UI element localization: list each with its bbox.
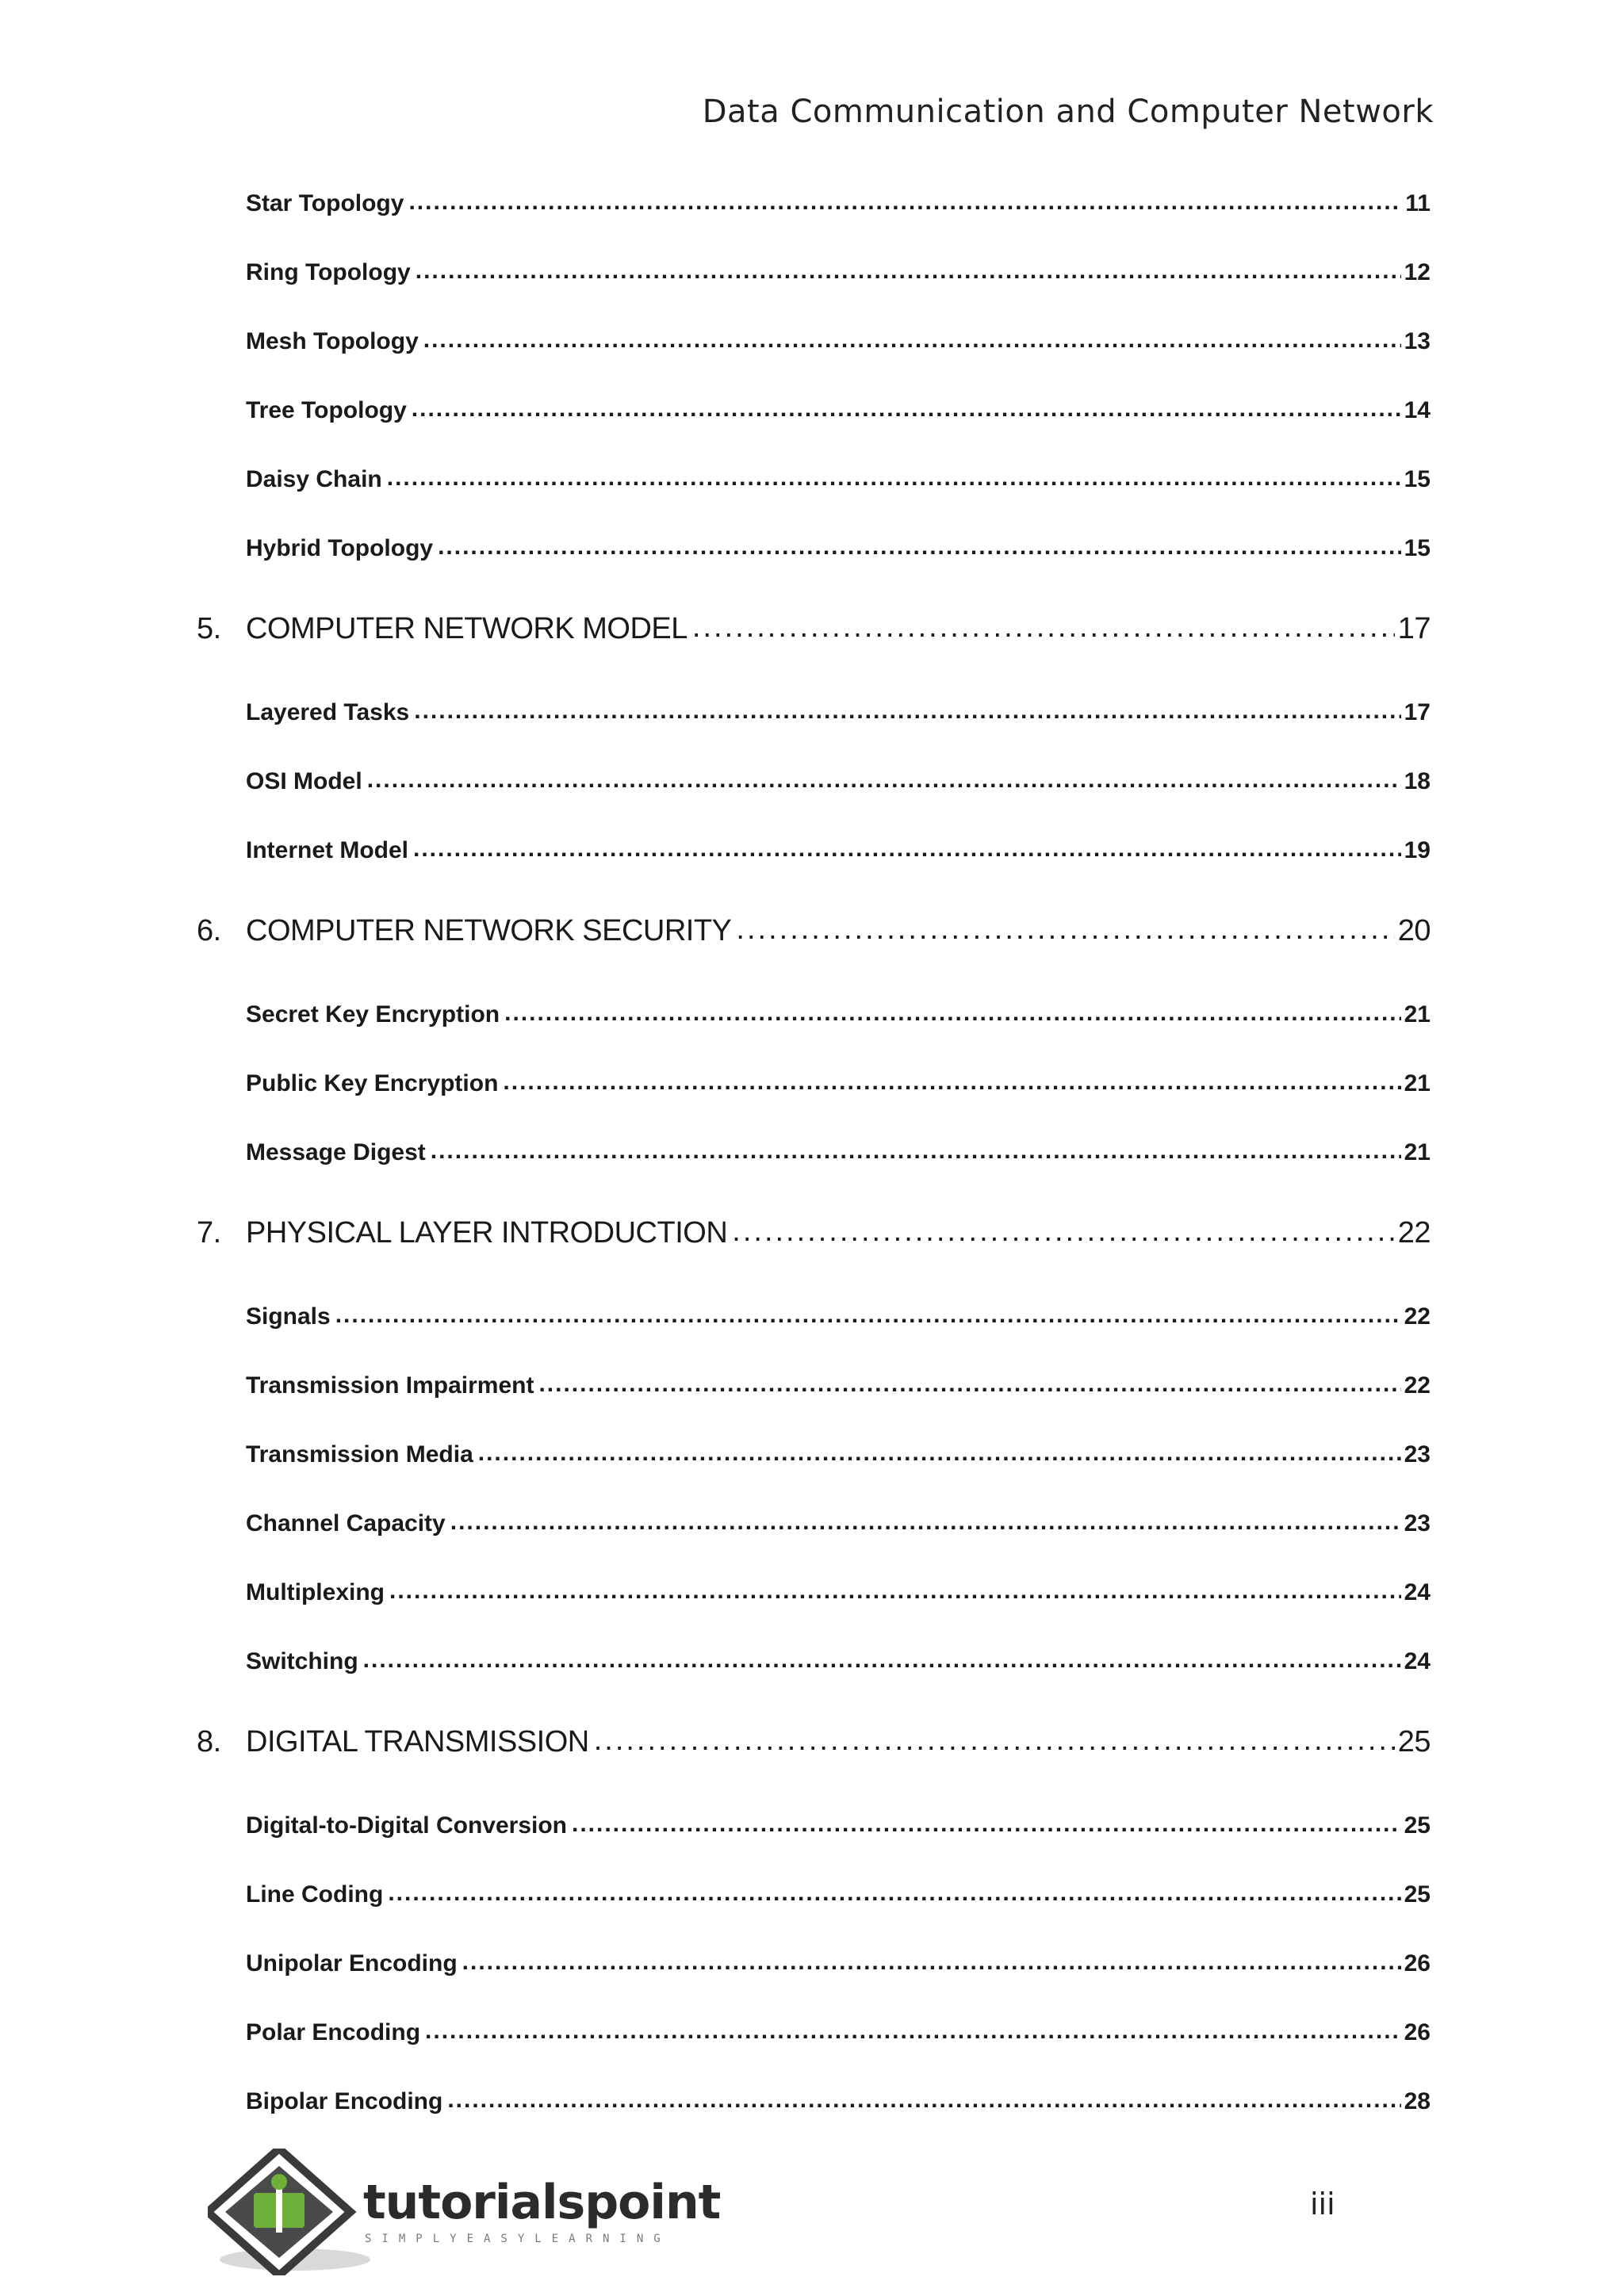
toc-dot-leader xyxy=(572,1811,1401,1838)
toc-entry[interactable] xyxy=(246,768,1431,837)
toc-entry-title: Bipolar Encoding xyxy=(246,2088,443,2114)
toc-dot-leader xyxy=(538,1371,1400,1398)
toc-page-number: 22 xyxy=(1404,1303,1431,1330)
toc-page-number: 14 xyxy=(1404,397,1431,423)
toc-entry[interactable] xyxy=(246,1001,1431,1070)
toc-page-number: 12 xyxy=(1404,259,1431,285)
toc-page-number: 13 xyxy=(1404,328,1431,354)
toc-page-number: 18 xyxy=(1404,768,1431,794)
toc-entry-title: Polar Encoding xyxy=(246,2019,421,2045)
toc-page-number: 26 xyxy=(1404,1950,1431,1976)
toc-entry-title: Channel Capacity xyxy=(246,1510,446,1536)
toc-page-number: 28 xyxy=(1404,2088,1431,2114)
toc-entry-title: Tree Topology xyxy=(246,397,407,423)
toc-entry-title: Unipolar Encoding xyxy=(246,1950,458,1976)
toc-dot-leader xyxy=(504,1000,1401,1027)
toc-dot-leader xyxy=(503,1069,1400,1096)
toc-dot-leader xyxy=(414,698,1400,725)
toc-dot-leader xyxy=(736,913,1394,947)
toc-entry[interactable] xyxy=(246,1579,1431,1648)
toc-page-number: 17 xyxy=(1404,699,1431,725)
toc-page-number: 19 xyxy=(1404,837,1431,863)
toc-entry[interactable] xyxy=(246,1441,1431,1510)
logo-wordmark: tutorialspoint xyxy=(363,2175,721,2230)
toc-entry[interactable] xyxy=(246,699,1431,768)
toc-page-number: 23 xyxy=(1404,1441,1431,1468)
toc-dot-leader xyxy=(594,1724,1395,1758)
toc-dot-leader xyxy=(416,258,1401,285)
toc-dot-leader xyxy=(438,534,1401,561)
toc-page-number: 22 xyxy=(1404,1372,1431,1399)
toc-entry[interactable] xyxy=(246,1510,1431,1579)
toc-dot-leader xyxy=(462,1949,1401,1976)
toc-entry[interactable] xyxy=(246,397,1431,466)
toc-entry-title: Public Key Encryption xyxy=(246,1070,499,1096)
toc-entry-title: Transmission Media xyxy=(246,1441,473,1468)
toc-entry-title: Secret Key Encryption xyxy=(246,1001,500,1027)
toc-page-number: 21 xyxy=(1404,1139,1431,1165)
toc-entry-title: Ring Topology xyxy=(246,259,411,285)
toc-page-number: 25 xyxy=(1397,1725,1431,1758)
tutorialspoint-logo xyxy=(208,2149,723,2275)
toc-dot-leader xyxy=(692,610,1395,645)
toc-page-number: 15 xyxy=(1404,466,1431,492)
toc-dot-leader xyxy=(423,327,1401,354)
toc-dot-leader xyxy=(388,1880,1400,1907)
toc-entry-title: OSI Model xyxy=(246,768,362,794)
toc-dot-leader xyxy=(431,1138,1401,1165)
toc-page-number: 21 xyxy=(1404,1070,1431,1096)
toc-page-number: 22 xyxy=(1397,1216,1431,1249)
toc-page-number: 26 xyxy=(1404,2019,1431,2045)
toc-chapter-entry[interactable] xyxy=(197,1208,1431,1303)
table-of-contents xyxy=(197,190,1431,2157)
toc-entry-title: Internet Model xyxy=(246,837,409,863)
toc-chapter-title: DIGITAL TRANSMISSION xyxy=(246,1725,589,1758)
toc-entry-title: Line Coding xyxy=(246,1881,384,1908)
toc-entry[interactable] xyxy=(246,2019,1431,2088)
toc-dot-leader xyxy=(389,1578,1401,1605)
toc-entry[interactable] xyxy=(246,466,1431,535)
toc-entry[interactable] xyxy=(246,1303,1431,1372)
toc-dot-leader xyxy=(408,189,1402,216)
toc-entry-title: Multiplexing xyxy=(246,1579,385,1605)
toc-chapter-number: 5. xyxy=(197,612,221,645)
toc-entry[interactable] xyxy=(246,259,1431,328)
toc-chapter-title: COMPUTER NETWORK MODEL xyxy=(246,612,688,645)
toc-chapter-entry[interactable] xyxy=(197,604,1431,699)
toc-page-number: 15 xyxy=(1404,535,1431,561)
toc-entry-title: Transmission Impairment xyxy=(246,1372,534,1399)
toc-dot-leader xyxy=(447,2087,1400,2114)
toc-entry-title: Digital-to-Digital Conversion xyxy=(246,1812,567,1839)
toc-entry-title: Mesh Topology xyxy=(246,328,419,354)
page-header-title: Data Communication and Computer Network xyxy=(702,94,1434,130)
toc-dot-leader xyxy=(413,836,1401,863)
toc-dot-leader xyxy=(425,2018,1401,2045)
toc-entry[interactable] xyxy=(246,837,1431,906)
toc-page-number: 21 xyxy=(1404,1001,1431,1027)
toc-page-number: 23 xyxy=(1404,1510,1431,1536)
toc-page-number: 20 xyxy=(1397,914,1431,947)
toc-entry[interactable] xyxy=(246,1950,1431,2019)
toc-entry[interactable] xyxy=(246,1812,1431,1881)
toc-page-number: 25 xyxy=(1404,1881,1431,1908)
toc-entry-title: Signals xyxy=(246,1303,331,1330)
page-number: iii xyxy=(1310,2187,1335,2221)
toc-page-number: 17 xyxy=(1397,612,1431,645)
toc-dot-leader xyxy=(387,465,1401,492)
toc-entry[interactable] xyxy=(246,1070,1431,1139)
toc-entry[interactable] xyxy=(246,1881,1431,1950)
logo-figure-head xyxy=(271,2174,287,2190)
toc-entry[interactable] xyxy=(246,190,1431,259)
toc-dot-leader xyxy=(478,1440,1401,1467)
toc-page-number: 24 xyxy=(1404,1579,1431,1605)
toc-entry[interactable] xyxy=(246,1372,1431,1441)
toc-entry[interactable] xyxy=(246,1648,1431,1717)
toc-entry[interactable] xyxy=(246,1139,1431,1208)
logo-book-spine xyxy=(276,2188,282,2233)
toc-entry-title: Layered Tasks xyxy=(246,699,410,725)
toc-entry[interactable] xyxy=(246,2088,1431,2157)
toc-dot-leader xyxy=(367,767,1401,794)
toc-entry-title: Message Digest xyxy=(246,1139,426,1165)
toc-dot-leader xyxy=(335,1302,1401,1329)
toc-chapter-number: 6. xyxy=(197,914,221,947)
toc-chapter-number: 8. xyxy=(197,1725,221,1758)
toc-entry-title: Daisy Chain xyxy=(246,466,382,492)
toc-dot-leader xyxy=(732,1215,1394,1249)
toc-entry-title: Hybrid Topology xyxy=(246,535,434,561)
toc-chapter-entry[interactable] xyxy=(197,1717,1431,1812)
toc-entry-title: Switching xyxy=(246,1648,358,1674)
toc-page-number: 25 xyxy=(1404,1812,1431,1839)
toc-entry-title: Star Topology xyxy=(246,190,404,216)
logo-tagline: SIMPLYEASYLEARNING xyxy=(365,2233,671,2245)
toc-chapter-number: 7. xyxy=(197,1216,221,1249)
toc-dot-leader xyxy=(412,396,1401,423)
toc-page-number: 24 xyxy=(1404,1648,1431,1674)
toc-dot-leader xyxy=(450,1509,1401,1536)
toc-chapter-title: PHYSICAL LAYER INTRODUCTION xyxy=(246,1216,728,1249)
toc-chapter-entry[interactable] xyxy=(197,906,1431,1001)
toc-entry[interactable] xyxy=(246,535,1431,604)
toc-entry[interactable] xyxy=(246,328,1431,397)
toc-page-number: 11 xyxy=(1405,190,1431,216)
toc-chapter-title: COMPUTER NETWORK SECURITY xyxy=(246,914,732,947)
toc-dot-leader xyxy=(363,1647,1401,1674)
